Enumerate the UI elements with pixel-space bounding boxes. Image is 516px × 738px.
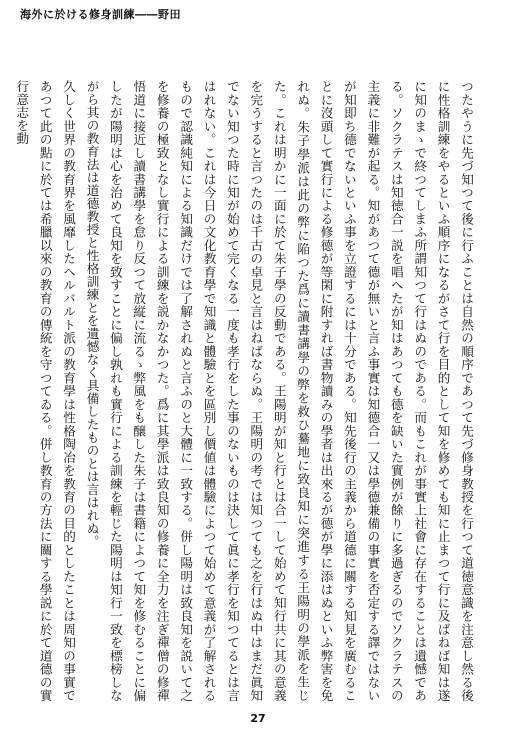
page-number: 27 <box>250 712 266 725</box>
running-header: 海外に於ける修身訓練――野田 <box>20 8 181 21</box>
vertical-body-text <box>14 80 478 702</box>
body-text-area <box>14 80 478 702</box>
body-paragraph-1: つたやうに先づ知つて後に行ふことは自然の順序であつて先づ修身教授を行つて道徳意識を注意し然る後に性格訓練をやるといふ順序になるがさて行を目的として知を修めても知に止まつて行に及ばねば知は遂に知のまゝで終つてしまふ所謂知つて行はぬのである。而もこれが事實上社會に存在することは遺憾である。ソクラテスは知徳合一説を唱へたが知はあつても德を缺いた實例が餘りに多過ぎるのでソクラテスの主義に非難が起る。知があつて德が無いと言ふ事實は知德合一又は學德兼備の事實を否定する譯ではないが知即ち德でないといふ事を立證するには十分である。知先後行の主義から道德に關する知見を廣むることに沒頭して實行による修德が等閑に附すれば書物讀みの學者は出來るが德が學に添はぬといふ弊害を免れぬ。朱子學派は此の弊に陥つた爲に讀書講學の弊を救ひ驀地に致良知に突進する王陽明の學派を生じた。これは明かに一面に於て朱子學の反動である。王陽明が知と行とは合一して始めて知行共に其の意義を完うすると言つたのは千古の卓見と言はねばならぬ。王陽明の考では知つても之を行はぬ中はまだ眞知でない知つた時に知が始めて完くなる一度も孝行をした事のないものは決して眞に孝行を知つてるとは言はれない。これは今日の文化教育學で知識と體驗とを區別し價値は體驗によつて始めて意義が了解されるもので認識純知による知識だけでは了解されぬと言ふのと大體に一致する。併し陽明は致良知を説いて之を修養の極致となし實行による訓練を説かなかつた。爲に其學派は致良知の修養に全力を注ぎ禪僧の修禪悟道に接近し讀書講學を怠り反つて放縦に流るゝ弊風をも醸した朱子は書籍によつて知を修むることに偏したが陽明は心を治めて良知を致すことに偏し孰れも實行による訓練を輕じた陽明は知行一致を標榜しながら其の教育法は道德教授と性格訓練とを遺憾なく具備したものとは言はれぬ。 <box>84 80 474 702</box>
body-paragraph-2: 久しく世界の教育界を風靡したヘルバルト派の教育學は性格陶冶を教育の目的としたことは周知の事實であつて此の點に於ては希臘以來の教育の傳統を守つてゐる。併し教育の方法に關する學説に於て道德の實行意志を動 <box>14 80 77 702</box>
